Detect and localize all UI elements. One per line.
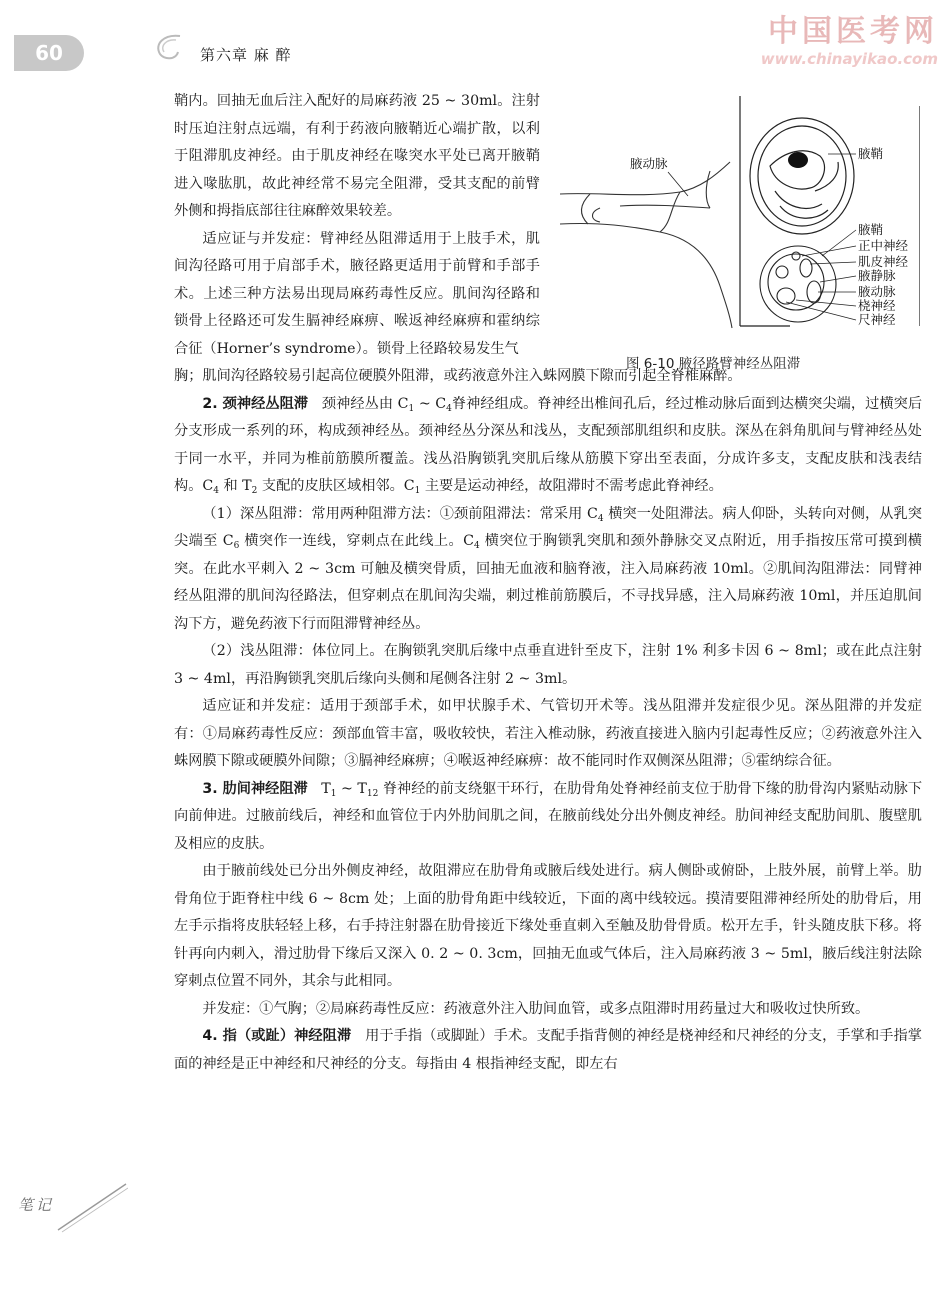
label-musculocutaneous-nerve: 肌皮神经 [858, 254, 909, 269]
subscript: 2 [251, 486, 258, 496]
section-heading-digital: 4. 指（或趾）神经阻滞 [202, 1028, 352, 1044]
subscript: 4 [213, 486, 219, 496]
label-axillary-vein: 腋静脉 [858, 268, 896, 283]
section-cervical-plexus [174, 391, 922, 501]
subscript: 1 [408, 403, 415, 414]
paragraph-intercostal-procedure: 由于腋前线处已分出外侧皮神经，故阻滞应在肋骨角或腋后线处进行。病人侧卧或俯卧，上肢外展，前臂上举。肋骨角位于距脊柱中线 6 ~ 8cm 处；上面的肋骨角距中线较近，下面的离中线较远。摸清要阻滞神经所处的肋骨后，用左手示指将皮肤轻轻上移，右手持注射器在肋骨接近下缘处垂直刺入至触及肋骨骨质。松开左手，针头随皮肤下移。将针再向内刺入，滑过肋骨下缘后又深入 0. 2 ~ 0. 3cm，回抽无血或气体后，注入局麻药液 3 ~ 5ml，腋后线注射法除穿刺点位置不同外，其余与此相同。 [174, 863, 922, 989]
text-run: 颈神经丛由 C [321, 395, 409, 412]
label-median-nerve: 正中神经 [858, 238, 909, 253]
label-ulnar-nerve: 尺神经 [858, 312, 896, 327]
label-axillary-sheath-top: 腋鞘 [858, 146, 884, 161]
watermark-name: 中国医考网 [768, 14, 938, 49]
text-run: 横突位于胸锁乳突肌和颈外静脉交叉点附近，用手指按压常可摸到横突。在此水平刺入 2 ~ 3cm 可触及横突骨质，回抽无血液和脑脊液，注入局麻药液 10ml。②肌间沟阻滞法：同臂神经丛阻滞的肌间沟径路法，但穿刺点在肌间沟尖端，刺过椎前筋膜后，不寻找异感，注入局麻药液 10ml，并压迫肌间沟下方，避免药液下行而阻滞臂神经丛。 [174, 533, 922, 632]
text-run: 主要是运动神经，故阻滞时不需考虑此脊神经。 [420, 478, 723, 494]
header-swirl-icon [150, 30, 190, 66]
label-radial-nerve: 桡神经 [858, 298, 896, 313]
text-run: （1）深丛阻滞：常用两种阻滞方法：①颈前阻滞法：常采用 C [202, 505, 598, 522]
page-number: 60 [14, 35, 84, 71]
paragraph-2: 适应证与并发症：臂神经丛阻滞适用于上肢手术，肌间沟径路可用于肩部手术，腋径路更适用于前臂和手部手术。上述三种方法易出现局麻药毒性反应。肌间沟径路和锁骨上径路还可发生膈神经麻痹、喉返神经麻痹和霍纳综合征（Horner’s syndrome）。锁骨上径路较易发生气 [174, 230, 540, 357]
section-heading-intercostal: 3. 肋间神经阻滞 [202, 780, 308, 797]
section-heading-cervical: 2. 颈神经丛阻滞 [202, 395, 309, 412]
text-run: 横突一处阻滞法。病人仰卧，头转向对侧，从乳突尖端至 C [174, 505, 922, 549]
watermark-url: www.chinayikao.com [760, 50, 938, 68]
subscript: 6 [233, 541, 240, 551]
text-run: 脊神经的前支绕躯干环行，在肋骨角处脊神经前支位于肋骨下缘的肋骨沟内紧贴动脉下向前伸进。过腋前线后，神经和血管位于内外肋间肌之间，在腋前线处分出外侧皮神经。肋间神经支配肋间肌、腹壁肌及相应的皮肤。 [174, 780, 923, 852]
subscript: 12 [366, 788, 379, 799]
notes-label: 笔记 [18, 1196, 55, 1214]
text-run: 横突作一连线，穿刺点在此线上。C [239, 533, 474, 549]
paragraph-deep-plexus [174, 501, 922, 639]
watermark [761, 6, 938, 68]
text-run: 和 T [218, 478, 252, 494]
pen-icon [18, 1180, 128, 1240]
paragraph-superficial-plexus: （2）浅丛阻滞：体位同上。在胸锁乳突肌后缘中点垂直进针至皮下，注射 1% 利多卡因 6 ~ 8ml；或在此点注射 3 ~ 4ml，再沿胸锁乳突肌后缘向头侧和尾侧各注射 2 ~ 3ml。 [174, 643, 922, 687]
notes-margin [18, 1180, 128, 1240]
text-run: 脊神经组成。脊神经出椎间孔后，经过椎动脉后面到达横突尖端，过横突后分支形成一系列的环，构成颈神经丛。颈神经丛分深丛和浅丛，支配颈部肌组织和皮肤。深丛在斜角肌间与臂神经丛处于同一水平，并同为椎前筋膜所覆盖。浅丛沿胸锁乳突肌后缘从筋膜下穿出至表面，分成许多支，支配皮肤和浅表结构。C [174, 395, 923, 494]
text-run: T [321, 780, 331, 797]
label-axillary-artery-2: 腋动脉 [858, 284, 896, 299]
paragraph-intercostal-complications: 并发症：①气胸；②局麻药毒性反应：药液意外注入肋间血管，或多点阻滞时用药量过大和吸收过快所致。 [202, 1000, 870, 1017]
subscript: 4 [473, 541, 480, 551]
text-run: 支配的皮肤区域相邻。C [257, 478, 415, 494]
figure-caption: 图 6-10 腋径路臂神经丛阻滞 [626, 356, 801, 372]
subscript: 1 [330, 788, 337, 799]
text-run: 用于手指（或脚趾）手术。支配手指背侧的神经是桡神经和尺神经的分支，手掌和手指掌面的神经是正中神经和尺神经的分支。每指由 4 根指神经支配，即左右 [174, 1028, 922, 1072]
chapter-title: 第六章 麻 醉 [200, 46, 292, 64]
subscript: 4 [597, 513, 604, 524]
paragraph-2-continued: 胸；肌间沟径路较易引起高位硬膜外阻滞，或药液意外注入蛛网膜下隙而引起全脊椎麻醉。 [174, 368, 742, 384]
label-axillary-artery: 腋动脉 [630, 156, 668, 171]
subscript: 1 [414, 486, 421, 496]
subscript: 4 [446, 403, 452, 414]
text-run: ~ C [414, 395, 447, 412]
page-body [174, 88, 922, 1078]
paragraph-1: 鞘内。回抽无血后注入配好的局麻药液 25 ~ 30ml。注射时压迫注射点远端，有利于药液向腋鞘近心端扩散，以利于阻滞肌皮神经。由于肌皮神经在喙突水平处已离开腋鞘进入喙肱肌，故此神经常不易完全阻滞，受其支配的前臂外侧和拇指底部往往麻醉效果较差。 [174, 93, 540, 219]
text-run: ~ T [336, 780, 367, 797]
section-intercostal [174, 776, 922, 859]
section-digital-nerve [174, 1023, 922, 1078]
paragraph-indications-complications: 适应证和并发症：适用于颈部手术，如甲状腺手术、气管切开术等。浅丛阻滞并发症很少见。深丛阻滞的并发症有：①局麻药毒性反应：颈部血管丰富，吸收较快，若注入椎动脉，药液直接进入脑内引起毒性反应；②药液意外注入蛛网膜下隙或硬膜外间隙；③膈神经麻痹；④喉返神经麻痹：故不能同时作双侧深丛阻滞；⑤霍纳综合征。 [174, 698, 922, 769]
label-axillary-sheath: 腋鞘 [858, 222, 884, 237]
